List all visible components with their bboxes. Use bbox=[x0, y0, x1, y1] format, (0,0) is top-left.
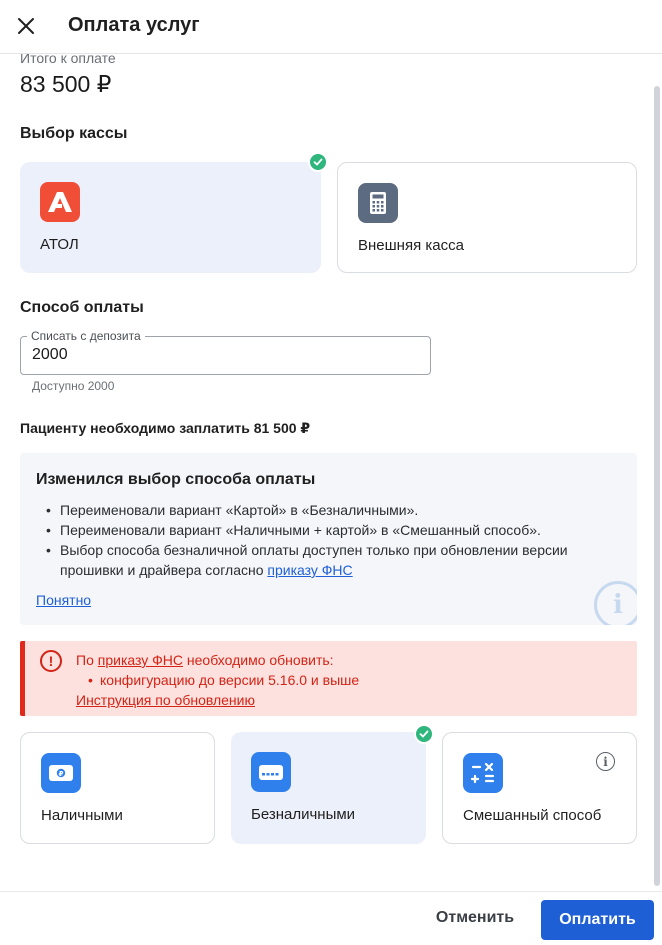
method-label: Смешанный способ bbox=[463, 807, 602, 824]
fns-order-link[interactable]: приказу ФНС bbox=[267, 562, 353, 578]
acknowledge-link[interactable]: Понятно bbox=[36, 592, 92, 608]
alert-text: По приказу ФНС необходимо обновить: • конфигурацию до версии 5.16.0 и выше Инструкция по обновлению bbox=[76, 650, 359, 710]
cash-icon bbox=[41, 753, 81, 793]
cashbox-section-title: Выбор кассы bbox=[20, 125, 128, 142]
payment-section-title: Способ оплаты bbox=[20, 299, 144, 316]
svg-text:₽: ₽ bbox=[58, 770, 64, 778]
cashbox-card-atol[interactable] bbox=[20, 162, 321, 273]
dialog-content[interactable] bbox=[0, 54, 662, 891]
pay-button[interactable]: Оплатить bbox=[541, 900, 654, 940]
alert-icon: ! bbox=[40, 650, 62, 672]
list-item: • Переименовали вариант «Наличными + картой» в «Смешанный способ». bbox=[36, 520, 616, 540]
dialog-header bbox=[0, 0, 662, 54]
alert-fns-link[interactable]: приказу ФНС bbox=[97, 652, 184, 668]
cancel-button[interactable]: Отменить bbox=[435, 909, 515, 926]
deposit-input-value[interactable]: 2000 bbox=[32, 346, 68, 363]
cashbox-label: АТОЛ bbox=[40, 236, 79, 253]
info-title: Изменился выбор способа оплаты bbox=[36, 471, 316, 488]
method-card-cashless[interactable] bbox=[231, 732, 426, 844]
method-card-cash[interactable] bbox=[20, 732, 215, 844]
update-instruction-link[interactable]: Инструкция по обновлению bbox=[76, 692, 255, 708]
close-icon[interactable] bbox=[17, 17, 35, 35]
error-alert bbox=[20, 641, 637, 716]
cash-register-icon bbox=[358, 183, 398, 223]
page-title: Оплата услуг bbox=[68, 14, 200, 36]
info-list bbox=[36, 500, 616, 580]
list-item: • Переименовали вариант «Картой» в «Безналичными». bbox=[36, 500, 616, 520]
total-value: 83 500 ₽ bbox=[20, 71, 112, 97]
selected-check-icon bbox=[414, 724, 434, 744]
method-card-mixed[interactable] bbox=[442, 732, 637, 844]
method-label: Безналичными bbox=[251, 806, 356, 823]
info-icon[interactable]: i bbox=[596, 752, 615, 771]
list-item: • Выбор способа безналичной оплаты доступен только при обновлении версии прошивки и драйвера согласно приказу ФНС bbox=[36, 540, 616, 580]
deposit-hint: Доступно 2000 bbox=[32, 379, 115, 393]
info-watermark-icon: i bbox=[594, 581, 637, 625]
deposit-field-label: Списать с депозита bbox=[27, 329, 145, 343]
patient-pay-note: Пациенту необходимо заплатить 81 500 ₽ bbox=[20, 420, 311, 436]
selected-check-icon bbox=[308, 152, 328, 172]
total-label: Итого к оплате bbox=[20, 54, 116, 66]
close-button[interactable] bbox=[12, 12, 40, 40]
scrollbar[interactable] bbox=[654, 86, 660, 886]
cashbox-card-external[interactable] bbox=[337, 162, 637, 273]
method-label: Наличными bbox=[41, 807, 123, 824]
cashbox-label: Внешняя касса bbox=[358, 237, 464, 254]
alert-item: • конфигурацию до версии 5.16.0 и выше bbox=[88, 670, 359, 690]
atol-logo-icon bbox=[40, 182, 80, 222]
card-icon bbox=[251, 752, 291, 792]
info-notice bbox=[20, 453, 637, 625]
calculator-icon bbox=[463, 753, 503, 793]
